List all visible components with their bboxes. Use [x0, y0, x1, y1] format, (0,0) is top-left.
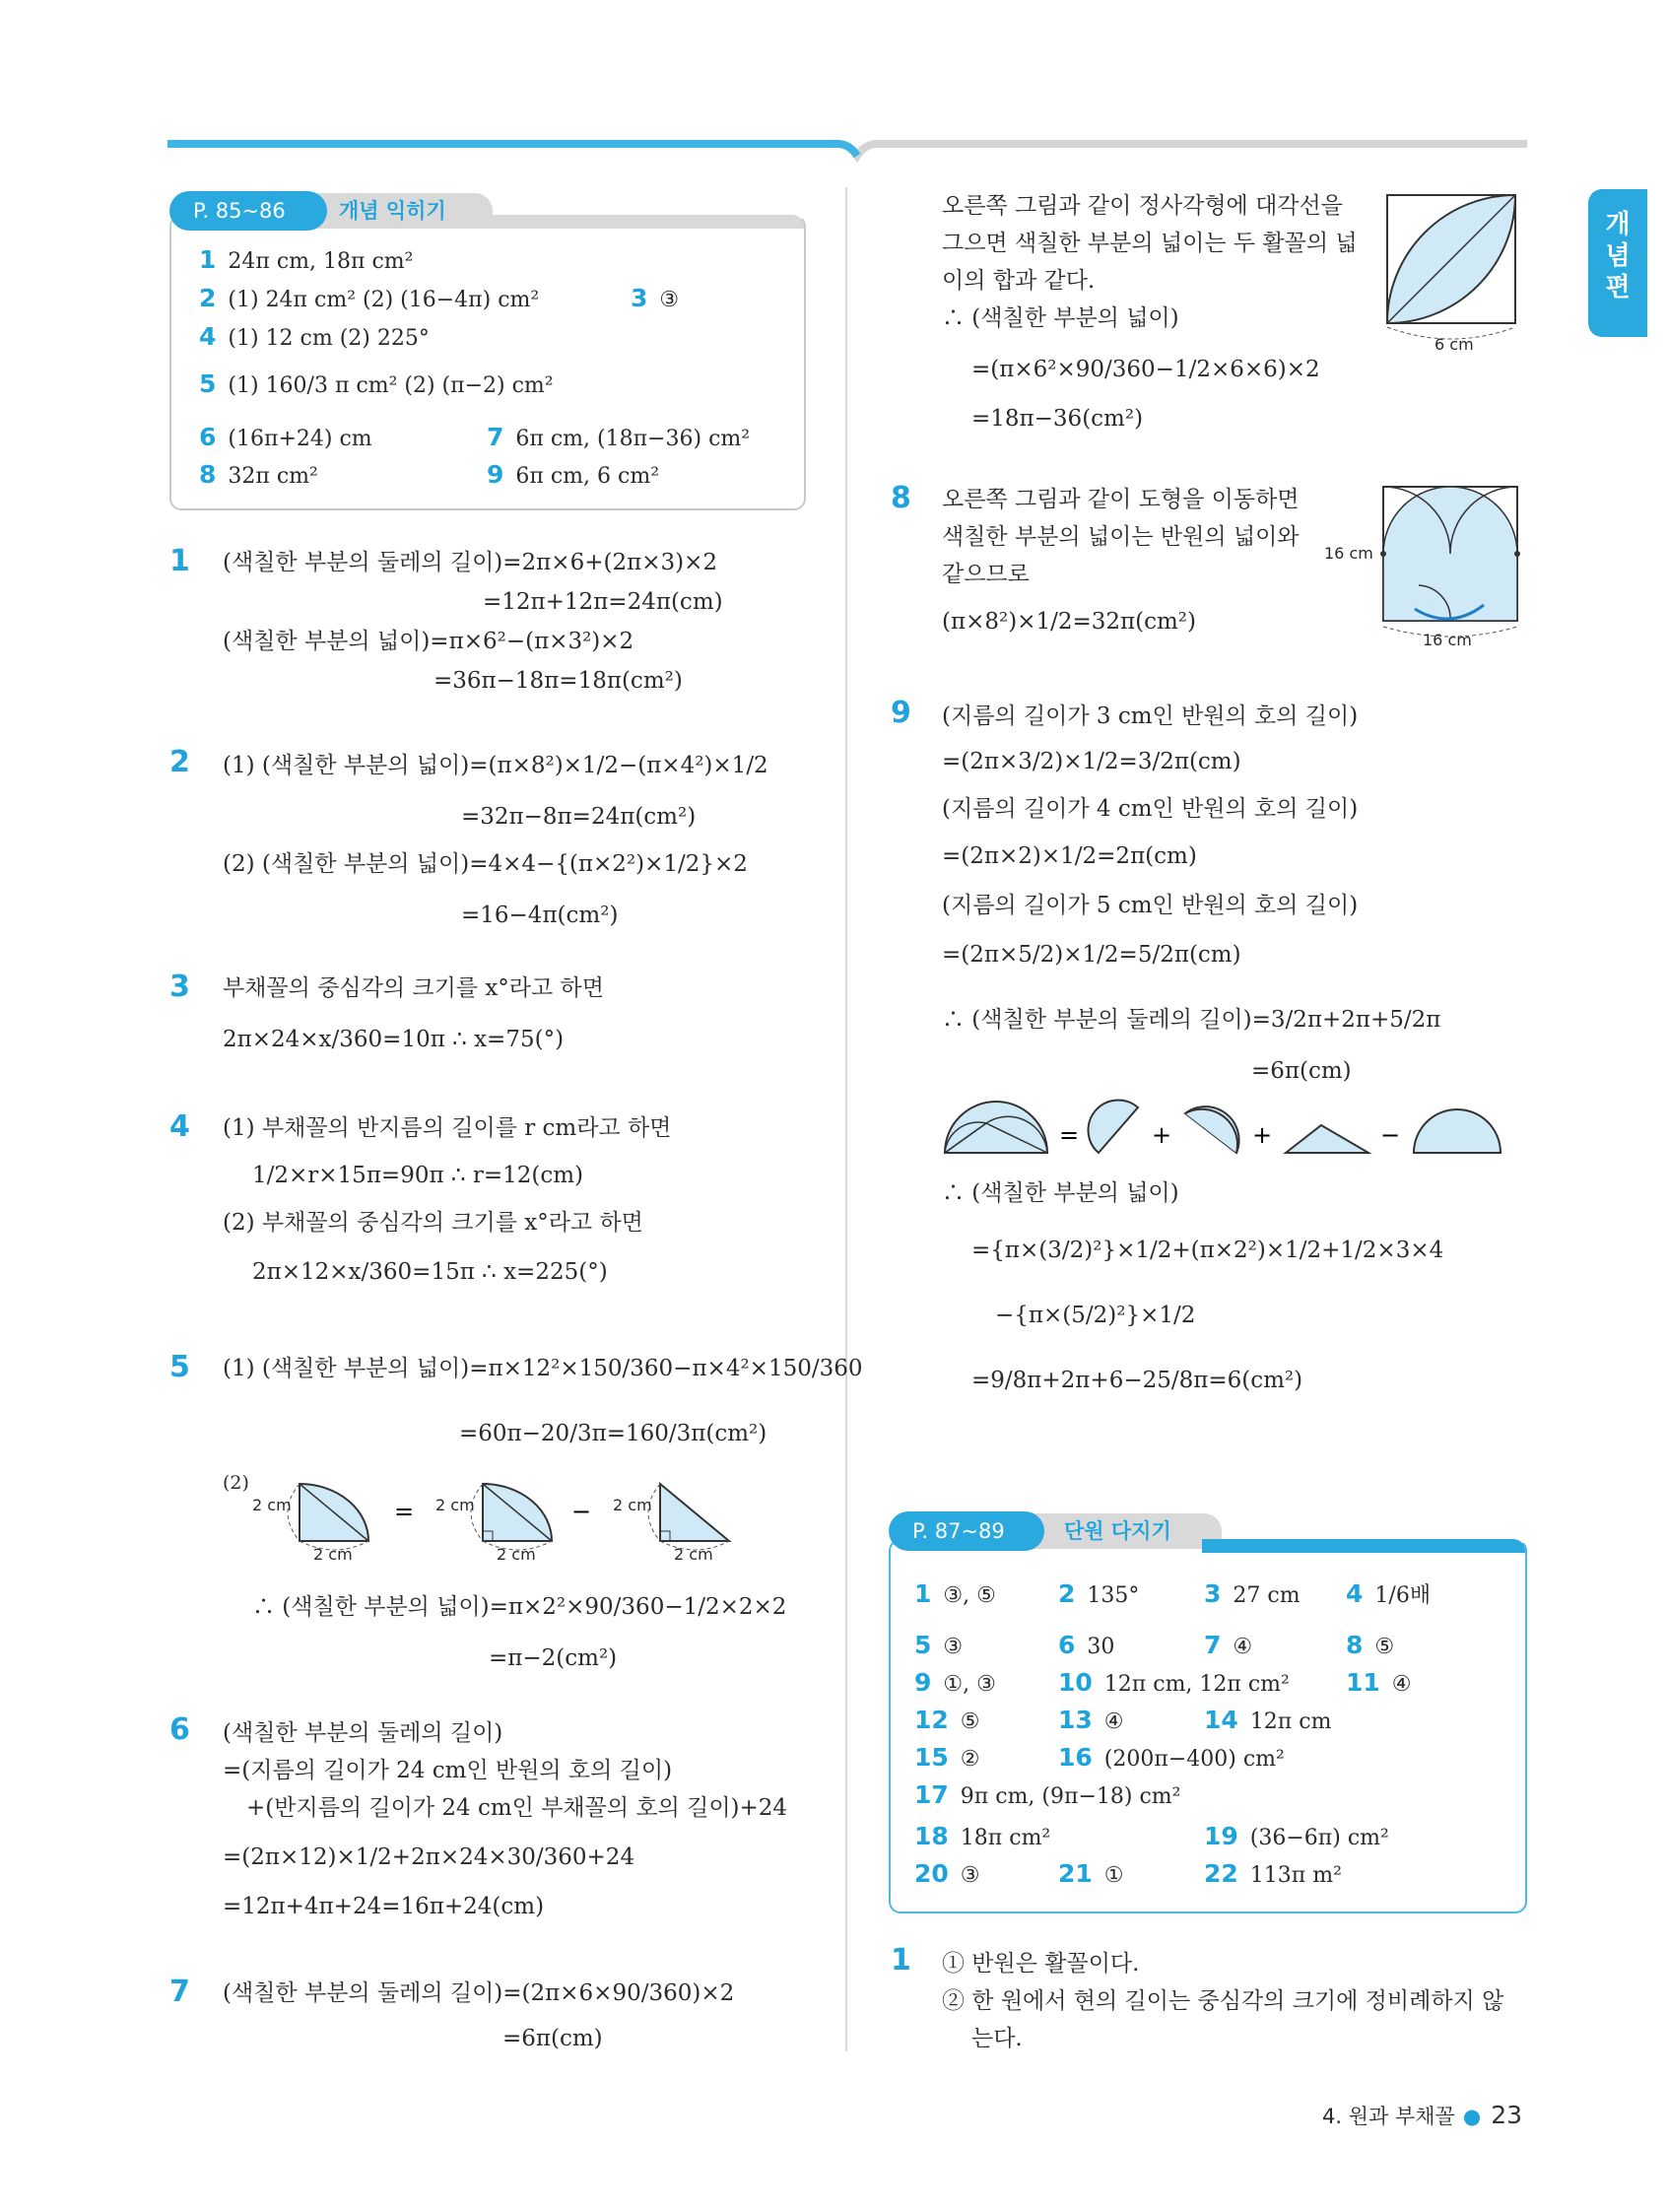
box1-title: 개념 익히기: [315, 193, 493, 229]
p5-line: (1) (색칠한 부분의 넓이)=π×12²×150/360−π×4²×150/360: [223, 1356, 863, 1381]
p4-line: 1/2×r×15π=90π ∴ r=12(cm): [252, 1163, 584, 1188]
operator-3: −: [1380, 1121, 1401, 1149]
review-answer: 17 9π cm, (9π−18) cm²: [914, 1780, 1181, 1809]
p2-line: (2) (색칠한 부분의 넓이)=4×4−{(π×2²)×1/2}×2: [223, 851, 748, 877]
box2-pages: P. 87~89: [889, 1511, 1044, 1551]
review-answer: 15 ②: [914, 1743, 980, 1772]
problem-4-number: 4: [169, 1109, 190, 1144]
side-tab-concept[interactable]: 개 념 편: [1588, 189, 1647, 337]
p7b-line: ∴ (색칠한 부분의 넓이): [942, 305, 1179, 331]
p5-line: (2): [223, 1472, 249, 1494]
problem-8-square-figure: [1375, 483, 1533, 650]
p3-line: 부채꼴의 중심각의 크기를 x°라고 하면: [223, 975, 604, 1001]
fig-label: 16 cm: [1423, 631, 1472, 649]
review-answer: 11 ④: [1346, 1668, 1412, 1697]
chapter-title: 4. 원과 부채꼴: [1322, 2105, 1455, 2128]
box2-title: 단원 다지기: [1025, 1513, 1222, 1549]
operator-0: =: [1059, 1121, 1080, 1149]
p1-line: =12π+12π=24π(cm): [483, 589, 723, 615]
problem-9-figure: [941, 1094, 1512, 1163]
review-answer: 2 135°: [1058, 1579, 1140, 1608]
p8-line: 오른쪽 그림과 같이 도형을 이동하면: [942, 487, 1300, 512]
p9b-line: −{π×(5/2)²}×1/2: [995, 1303, 1196, 1328]
review-answer: 7 ④: [1204, 1631, 1253, 1659]
problem-8-number: 8: [891, 481, 911, 515]
fig-label: 2 cm: [313, 1545, 353, 1564]
p6-line: (색칠한 부분의 둘레의 길이): [223, 1720, 503, 1746]
operator-2: +: [1252, 1121, 1273, 1149]
review-answer: 16 (200π−400) cm²: [1058, 1743, 1285, 1772]
p7-line: =6π(cm): [502, 2026, 603, 2051]
fig-label: 2 cm: [674, 1545, 713, 1564]
page-footer: 4. 원과 부채꼴 ● 23: [1322, 2101, 1522, 2129]
p3-line: 2π×24×x/360=10π ∴ x=75(°): [223, 1027, 565, 1052]
review-answer: 21 ①: [1058, 1859, 1124, 1888]
p1-line: (색칠한 부분의 둘레의 길이)=2π×6+(2π×3)×2: [223, 550, 717, 575]
p7b-line: =(π×6²×90/360−1/2×6×6)×2: [971, 357, 1320, 382]
problem-9-number: 9: [891, 696, 911, 730]
p6-line: =(2π×12)×1/2+2π×24×30/360+24: [223, 1844, 635, 1870]
p2-line: (1) (색칠한 부분의 넓이)=(π×8²)×1/2−(π×4²)×1/2: [223, 753, 768, 778]
review-answer: 3 27 cm: [1204, 1579, 1301, 1608]
review-answer: 18 18π cm²: [914, 1822, 1051, 1850]
p7b-line: =18π−36(cm²): [971, 406, 1144, 432]
review-answer: 14 12π cm: [1204, 1706, 1332, 1734]
review-1-line: ② 한 원에서 현의 길이는 중심각의 크기에 정비례하지 않: [942, 1988, 1504, 2014]
p2-line: =16−4π(cm²): [461, 903, 619, 928]
p8-line: (π×8²)×1/2=32π(cm²): [942, 609, 1196, 635]
p6-line: =(지름의 길이가 24 cm인 반원의 호의 길이): [223, 1758, 673, 1783]
review-answer: 6 30: [1058, 1631, 1115, 1659]
review-1-number: 1: [891, 1943, 911, 1977]
fig-label: 2 cm: [435, 1496, 475, 1514]
review-answer: 8 ⑤: [1346, 1631, 1395, 1659]
review-answer: 4 1/6배: [1346, 1579, 1432, 1608]
fig-label: 2 cm: [497, 1545, 536, 1564]
review-answer: 10 12π cm, 12π cm²: [1058, 1668, 1290, 1697]
p6-line: +(반지름의 길이가 24 cm인 부채꼴의 호의 길이)+24: [246, 1795, 788, 1821]
top-rule: [167, 134, 1527, 164]
operator-1: +: [1152, 1121, 1172, 1149]
p5-line: =60π−20/3π=160/3π(cm²): [459, 1421, 767, 1446]
p7b-line: 그으면 색칠한 부분의 넓이는 두 활꼴의 넓: [942, 231, 1358, 256]
p9-line: (지름의 길이가 4 cm인 반원의 호의 길이): [942, 796, 1359, 822]
p7b-line: 오른쪽 그림과 같이 정사각형에 대각선을: [942, 193, 1343, 219]
p1-line: =36π−18π=18π(cm²): [434, 668, 683, 694]
fig-label: 6 cm: [1434, 335, 1474, 354]
problem-7-number: 7: [169, 1975, 190, 2009]
p5-line: =π−2(cm²): [489, 1645, 618, 1671]
page-number: 23: [1491, 2101, 1522, 2129]
p9-line: (지름의 길이가 5 cm인 반원의 호의 길이): [942, 893, 1359, 918]
p9-line: (지름의 길이가 3 cm인 반원의 호의 길이): [942, 704, 1359, 729]
p8-line: 같으므로: [942, 562, 1030, 587]
p9b-line: =9/8π+2π+6−25/8π=6(cm²): [971, 1368, 1303, 1393]
svg-text:=: =: [394, 1498, 415, 1525]
review-answer: 5 ③: [914, 1631, 964, 1659]
p1-line: (색칠한 부분의 넓이)=π×6²−(π×3²)×2: [223, 629, 634, 654]
p4-line: (2) 부채꼴의 중심각의 크기를 x°라고 하면: [223, 1210, 643, 1236]
p9b-line: ∴ (색칠한 부분의 넓이): [942, 1180, 1179, 1206]
svg-text:−: −: [571, 1498, 592, 1525]
p8-line: 색칠한 부분의 넓이는 반원의 넓이와: [942, 524, 1300, 550]
fig-label: 2 cm: [613, 1496, 652, 1514]
problem-3-number: 3: [169, 970, 190, 1004]
p4-line: 2π×12×x/360=15π ∴ x=225(°): [252, 1259, 608, 1285]
p4-line: (1) 부채꼴의 반지름의 길이를 r cm라고 하면: [223, 1115, 672, 1141]
p9-line: =(2π×3/2)×1/2=3/2π(cm): [942, 749, 1241, 774]
p9b-line: ={π×(3/2)²}×1/2+(π×2²)×1/2+1/2×3×4: [971, 1238, 1444, 1263]
p9-line: =(2π×5/2)×1/2=5/2π(cm): [942, 942, 1241, 968]
p7-line: (색칠한 부분의 둘레의 길이)=(2π×6×90/360)×2: [223, 1980, 735, 2006]
problem-1-number: 1: [169, 544, 190, 578]
fig-label: 2 cm: [252, 1496, 292, 1514]
review-answer: 12 ⑤: [914, 1706, 980, 1734]
fig-label: 16 cm: [1324, 544, 1373, 563]
review-answer: 13 ④: [1058, 1706, 1124, 1734]
review-answer: 1 ③, ⑤: [914, 1579, 996, 1608]
p9-line: =6π(cm): [1251, 1058, 1352, 1084]
p7b-line: 이의 합과 같다.: [942, 268, 1096, 294]
p9-line: ∴ (색칠한 부분의 둘레의 길이)=3/2π+2π+5/2π: [942, 1007, 1441, 1033]
p5-line: ∴ (색칠한 부분의 넓이)=π×2²×90/360−1/2×2×2: [252, 1594, 787, 1620]
review-answer: 22 113π m²: [1204, 1859, 1342, 1888]
problem-5-number: 5: [169, 1350, 190, 1384]
review-1-line: ① 반원은 활꼴이다.: [942, 1951, 1140, 1977]
problem-2-number: 2: [169, 745, 190, 779]
review-1-line: 는다.: [971, 2026, 1023, 2051]
p6-line: =12π+4π+24=16π+24(cm): [223, 1894, 545, 1919]
p2-line: =32π−8π=24π(cm²): [461, 804, 697, 830]
review-answer: 9 ①, ③: [914, 1668, 996, 1697]
review-answer: 20 ③: [914, 1859, 980, 1888]
problem-6-number: 6: [169, 1712, 190, 1747]
box1-pages: P. 85~86: [169, 191, 327, 231]
review-answer: 19 (36−6π) cm²: [1204, 1822, 1389, 1850]
p9-line: =(2π×2)×1/2=2π(cm): [942, 843, 1197, 869]
column-divider: [845, 187, 847, 2051]
